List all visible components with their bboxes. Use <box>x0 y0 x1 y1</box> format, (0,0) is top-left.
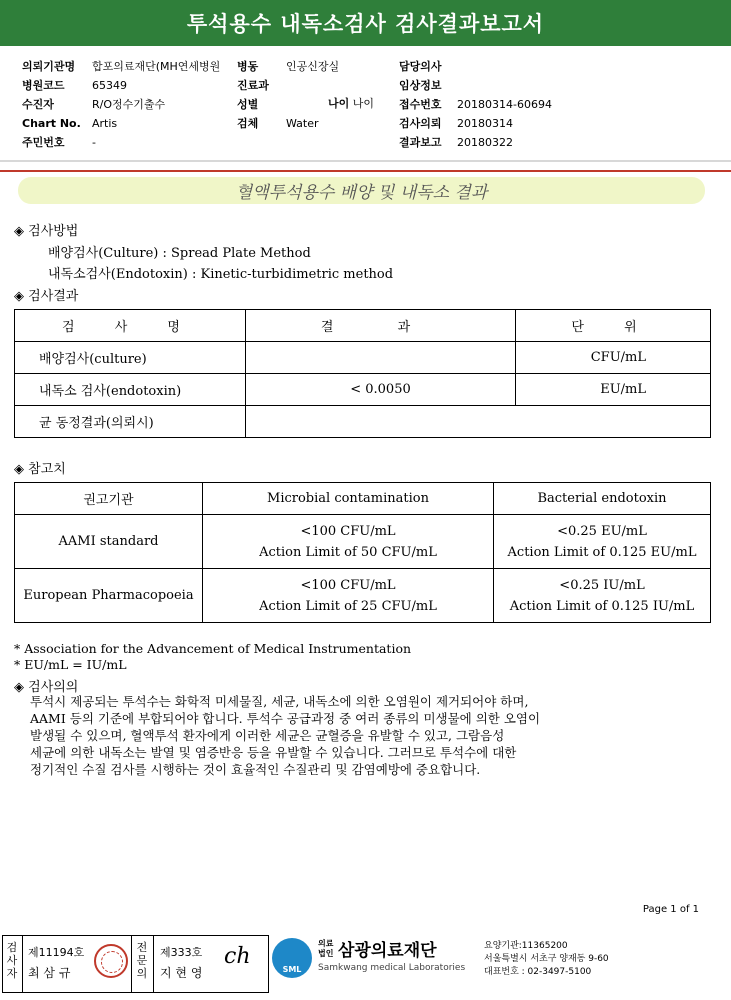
header-col3 <box>399 57 552 152</box>
results-heading: ◈ 검사결과 <box>14 289 79 304</box>
test-result: < 0.0050 <box>246 374 516 406</box>
significance-text: 투석시 제공되는 투석수는 화학적 미세물질, 세균, 내독소에 의한 오염원이 제거되어야 하며, AAMI 등의 기준에 부합되어야 합니다. 투석수 공급과정 중 여러 종류의 미생물에 의한 오염이 발생될 수 있으며, 혈액투석 환자에게 이러한 세균은 균혈증을 유발할 수 있고, 그람음성 세균에 의한 내독소는 발열 및 염증반응 등을 유발할 수 있습니다. 그러므로 투석수에 대한 정기적인 수질 검사를 시행하는 것이 효율적인 수질관리 및 감염예방에 중요합니다. <box>30 694 541 777</box>
footnote: * EU/mL = IU/mL <box>14 657 127 672</box>
test-result <box>246 342 516 374</box>
header-row: 결과보고 20180322 <box>399 136 513 149</box>
header-divider <box>0 160 731 162</box>
col-header: Bacterial endotoxin <box>494 483 711 515</box>
test-name: 내독소 검사(endotoxin) <box>15 374 246 406</box>
header-row: 검체 Water <box>237 117 319 130</box>
org-logo-icon: SML <box>272 938 312 978</box>
significance-heading: ◈ 검사의의 <box>14 680 79 695</box>
header-row: 의뢰기관명 합포의료재단(MH연세병원 <box>22 60 221 73</box>
header-col1 <box>22 57 220 152</box>
report-title: 투석용수 내독소검사 검사결과보고서 <box>0 0 731 46</box>
approver-label: 전문의 <box>136 941 148 980</box>
table-row <box>15 342 711 374</box>
age-field: 나이 나이 <box>328 97 375 110</box>
test-result <box>246 406 711 438</box>
table-row <box>15 569 711 623</box>
micro-limit: <100 CFU/mL Action Limit of 25 CFU/mL <box>203 569 494 623</box>
page-number: Page 1 of 1 <box>642 904 699 915</box>
header-row: 임상정보 <box>399 79 442 92</box>
col-header: Microbial contamination <box>203 483 494 515</box>
header-row: 병동 인공신장실 <box>237 60 340 73</box>
org-name: AAMI standard <box>15 515 203 569</box>
header-row: 수진자 R/O정수기출수 <box>22 98 166 111</box>
header-divider-red <box>0 170 731 172</box>
header-row: 성별 <box>237 98 259 111</box>
divider <box>22 935 23 993</box>
header-row: 접수번호 20180314-60694 <box>399 98 552 111</box>
header-col2 <box>237 57 339 133</box>
signature: ch <box>224 944 251 969</box>
org-contact: 요양기관:11365200 서울특별시 서초구 양재동 9-60 대표번호 : 02-3497-5100 <box>484 941 609 977</box>
header-row: Chart No. Artis <box>22 117 118 130</box>
reference-table <box>14 482 711 623</box>
table-row <box>15 406 711 438</box>
org-name-en: Samkwang medical Laboratories <box>318 963 466 973</box>
org-name: European Pharmacopoeia <box>15 569 203 623</box>
section-banner: 혈액투석용수 배양 및 내독소 결과 <box>18 177 705 204</box>
header-row: 담당의사 <box>399 60 442 73</box>
method-heading: ◈ 검사방법 <box>14 224 79 239</box>
test-name: 균 동정결과(의뢰시) <box>15 406 246 438</box>
table-row <box>15 374 711 406</box>
header-row: 진료과 <box>237 79 269 92</box>
table-header-row <box>15 483 711 515</box>
col-header: 결 과 <box>246 310 516 342</box>
method-line: 내독소검사(Endotoxin) : Kinetic-turbidimetric method <box>48 267 394 282</box>
divider <box>131 935 132 993</box>
results-table <box>14 309 711 438</box>
org-prefix: 의료 법인 <box>318 939 334 958</box>
test-unit: CFU/mL <box>516 342 711 374</box>
micro-limit: <100 CFU/mL Action Limit of 50 CFU/mL <box>203 515 494 569</box>
divider <box>153 935 154 993</box>
endo-limit: <0.25 EU/mL Action Limit of 0.125 EU/mL <box>494 515 711 569</box>
approver-name: 지 현 영 <box>160 966 203 980</box>
test-unit: EU/mL <box>516 374 711 406</box>
examiner-name: 최 삼 규 <box>28 966 71 980</box>
seal-stamp-icon <box>94 944 128 978</box>
header-row: 검사의뢰 20180314 <box>399 117 513 130</box>
approver-number: 제333호 <box>160 946 203 959</box>
header-row: 병원코드 65349 <box>22 79 127 92</box>
reference-heading: ◈ 참고치 <box>14 462 66 477</box>
footnote: * Association for the Advancement of Medical Instrumentation <box>14 641 412 656</box>
col-header: 권고기관 <box>15 483 203 515</box>
col-header: 검 사 명 <box>15 310 246 342</box>
org-name: 삼광의료재단 <box>338 941 437 961</box>
method-line: 배양검사(Culture) : Spread Plate Method <box>48 246 311 261</box>
table-header-row <box>15 310 711 342</box>
header-row: 주민번호 - <box>22 136 96 149</box>
col-header: 단 위 <box>516 310 711 342</box>
table-row <box>15 515 711 569</box>
test-name: 배양검사(culture) <box>15 342 246 374</box>
examiner-number: 제11194호 <box>28 946 85 959</box>
examiner-label: 검사자 <box>6 941 18 980</box>
endo-limit: <0.25 IU/mL Action Limit of 0.125 IU/mL <box>494 569 711 623</box>
